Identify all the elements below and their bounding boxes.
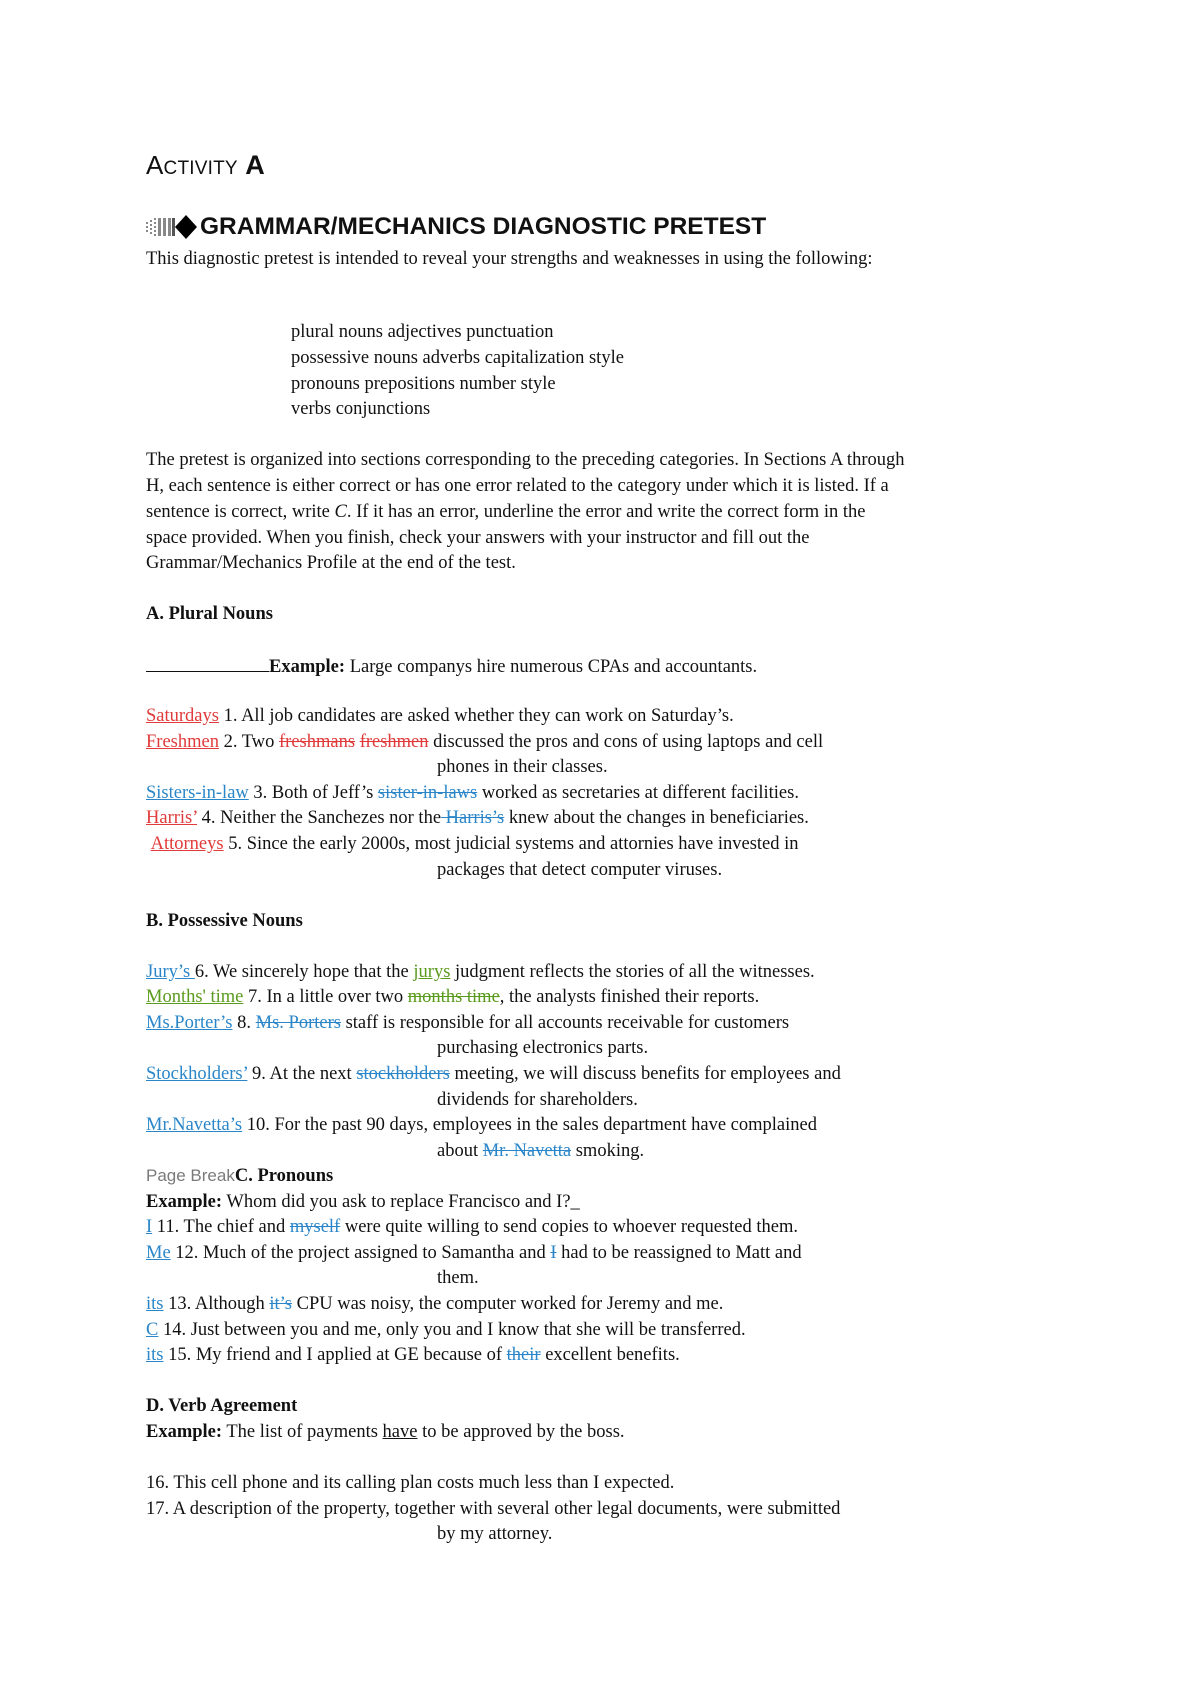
answer-4[interactable]: Harris’ — [146, 808, 198, 828]
section-a-example: Example: Large companys hire numerous CPAs and accountants. — [146, 653, 757, 679]
category-line-4: verbs conjunctions — [291, 399, 431, 419]
section-a-heading: A. Plural Nouns — [146, 604, 273, 624]
section-c-heading: Page BreakC. Pronouns — [146, 1166, 334, 1186]
answer-10[interactable]: Mr.Navetta’s — [146, 1115, 243, 1135]
section-d-heading: D. Verb Agreement — [146, 1396, 298, 1416]
question-4: Harris’ 4. Neither the Sanchezes nor the Harris’s knew about the changes in beneficiaries. — [146, 808, 809, 828]
answer-7[interactable]: Months' time — [146, 987, 244, 1007]
question-2-cont: phones in their classes. — [437, 757, 608, 777]
answer-12[interactable]: Me — [146, 1243, 171, 1263]
question-6: Jury’s 6. We sincerely hope that the jurys judgment reflects the stories of all the witnesses. — [146, 962, 815, 982]
answer-15[interactable]: its — [146, 1345, 164, 1365]
answer-9[interactable]: Stockholders’ — [146, 1064, 248, 1084]
category-line-1: plural nouns adjectives punctuation — [291, 322, 554, 342]
question-10-cont: about Mr. Navetta smoking. — [437, 1141, 645, 1161]
answer-11[interactable]: I — [146, 1217, 153, 1237]
answer-1[interactable]: Saturdays — [146, 706, 219, 726]
question-11: I 11. The chief and myself were quite willing to send copies to whoever requested them. — [146, 1217, 798, 1237]
activity-smallcaps: CTIVITY — [163, 158, 238, 179]
section-d-example: Example: The list of payments have to be approved by the boss. — [146, 1422, 625, 1442]
instructions-line-5: Grammar/Mechanics Profile at the end of the test. — [146, 553, 516, 573]
category-line-3: pronouns prepositions number style — [291, 374, 556, 394]
section-b-heading: B. Possessive Nouns — [146, 911, 303, 931]
question-14: C 14. Just between you and me, only you and I know that she will be transferred. — [146, 1320, 746, 1340]
instructions-line-3: sentence is correct, write C. If it has an error, underline the error and write the correct form in the — [146, 502, 866, 522]
intro-text: This diagnostic pretest is intended to reveal your strengths and weaknesses in using the following: — [146, 249, 873, 269]
question-9-cont: dividends for shareholders. — [437, 1090, 638, 1110]
instructions-line-2: H, each sentence is either correct or has one error related to the category under which it is listed. If a — [146, 476, 889, 496]
answer-2[interactable]: Freshmen — [146, 732, 219, 752]
activity-heading — [146, 150, 265, 184]
question-8: Ms.Porter’s 8. Ms. Porters staff is responsible for all accounts receivable for customers — [146, 1013, 790, 1033]
question-16: 16. This cell phone and its calling plan costs much less than I expected. — [146, 1473, 675, 1493]
answer-6[interactable]: Jury’s — [146, 962, 195, 982]
section-c-example: Example: Whom did you ask to replace Francisco and I?_ — [146, 1192, 580, 1212]
question-7: Months' time 7. In a little over two months time, the analysts finished their reports. — [146, 987, 760, 1007]
question-17: 17. A description of the property, together with several other legal documents, were submitted — [146, 1499, 841, 1519]
question-10: Mr.Navetta’s 10. For the past 90 days, employees in the sales department have complained — [146, 1115, 817, 1135]
answer-5[interactable]: Attorneys — [150, 834, 224, 854]
question-13: its 13. Although it’s CPU was noisy, the computer worked for Jeremy and me. — [146, 1294, 724, 1314]
answer-3[interactable]: Sisters-in-law — [146, 783, 249, 803]
question-5: Attorneys 5. Since the early 2000s, most judicial systems and attornies have invested in — [150, 834, 799, 854]
answer-14[interactable]: C — [146, 1320, 159, 1340]
diamond-ornament-icon — [146, 212, 198, 242]
instructions-line-1: The pretest is organized into sections corresponding to the preceding categories. In Sections A through — [146, 450, 905, 470]
question-9: Stockholders’ 9. At the next stockholders meeting, we will discuss benefits for employees and — [146, 1064, 841, 1084]
question-12: Me 12. Much of the project assigned to Samantha and I had to be reassigned to Matt and — [146, 1243, 802, 1263]
answer-8[interactable]: Ms.Porter’s — [146, 1013, 233, 1033]
question-12-cont: them. — [437, 1268, 479, 1288]
question-1: Saturdays 1. All job candidates are asked whether they can work on Saturday’s. — [146, 706, 734, 726]
question-17-cont: by my attorney. — [437, 1524, 553, 1544]
question-15: its 15. My friend and I applied at GE because of their excellent benefits. — [146, 1345, 680, 1365]
question-5-cont: packages that detect computer viruses. — [437, 860, 723, 880]
instructions-line-4: space provided. When you finish, check your answers with your instructor and fill out the — [146, 528, 810, 548]
activity-letter: A — [245, 150, 265, 180]
pretest-title — [146, 212, 766, 242]
answer-blank[interactable] — [146, 653, 269, 672]
page-break-marker: Page Break — [146, 1166, 235, 1185]
question-3: Sisters-in-law 3. Both of Jeff’s sister-in-laws worked as secretaries at different facilities. — [146, 783, 799, 803]
question-8-cont: purchasing electronics parts. — [437, 1038, 649, 1058]
category-line-2: possessive nouns adverbs capitalization style — [291, 348, 624, 368]
activity-initial: A — [146, 150, 164, 180]
title-text: GRAMMAR/MECHANICS DIAGNOSTIC PRETEST — [200, 213, 767, 240]
answer-13[interactable]: its — [146, 1294, 164, 1314]
question-2: Freshmen 2. Two freshmans freshmen discussed the pros and cons of using laptops and cell — [146, 732, 824, 752]
